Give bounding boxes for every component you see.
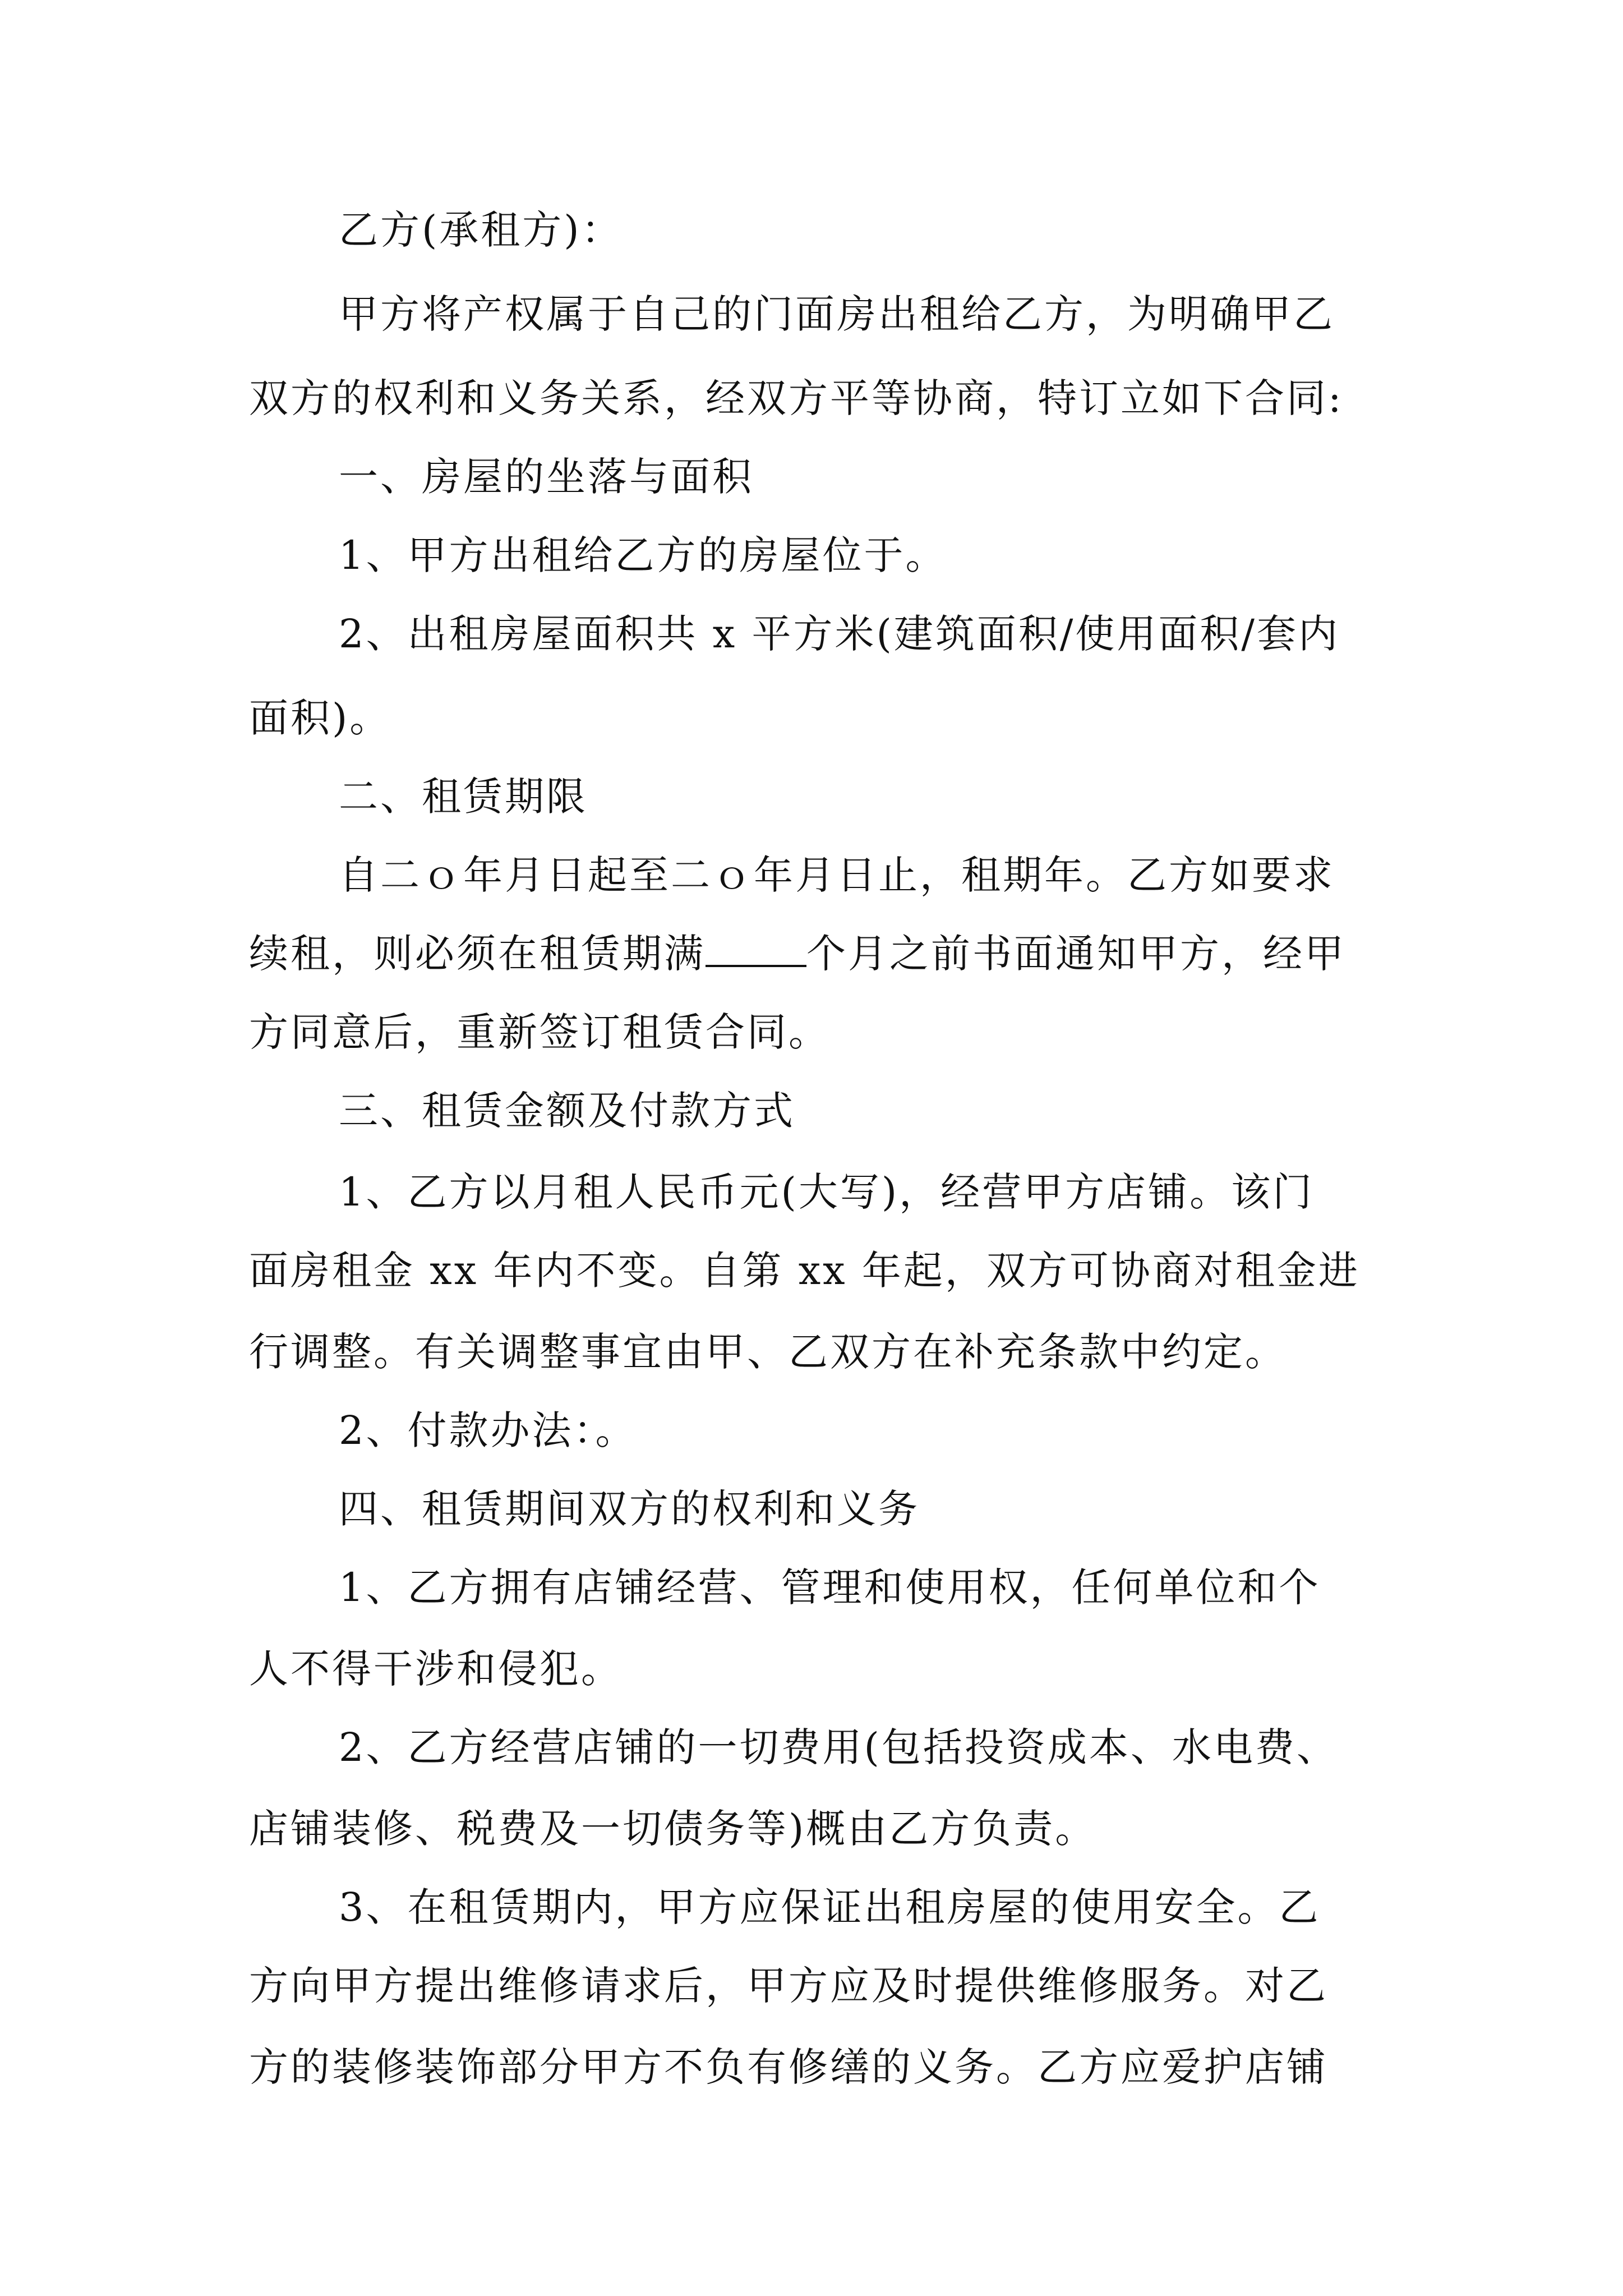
section-3-heading: 三、租赁金额及付款方式	[339, 1088, 795, 1134]
section-1-heading: 一、房屋的坐落与面积	[339, 454, 754, 500]
section-2-heading: 二、租赁期限	[339, 774, 588, 820]
preamble-line-1: 甲方将产权属于自己的门面房出租给乙方，为明确甲乙	[339, 291, 1335, 337]
lease-term-text-b: 个月之前书面通知甲方，经甲	[806, 931, 1346, 977]
clause-4-3-line-3: 方的装修装饰部分甲方不负有修缮的义务。乙方应爱护店铺	[249, 2044, 1328, 2090]
clause-4-2-line-1: 2、乙方经营店铺的一切费用(包括投资成本、水电费、	[339, 1724, 1338, 1770]
clause-4-3-line-2: 方向甲方提出维修请求后，甲方应及时提供维修服务。对乙	[249, 1963, 1328, 2009]
section-4-heading: 四、租赁期间双方的权利和义务	[339, 1486, 920, 1532]
clause-3-1-line-1: 1、乙方以月租人民币元(大写)，经营甲方店铺。该门	[339, 1169, 1315, 1215]
clause-3-1-line-3: 行调整。有关调整事宜由甲、乙双方在补充条款中约定。	[249, 1329, 1287, 1375]
clause-1-1: 1、甲方出租给乙方的房屋位于。	[339, 532, 947, 578]
lease-term-line-2	[249, 926, 1346, 982]
lease-term-line-3: 方同意后，重新签订租赁合同。	[249, 1009, 830, 1055]
clause-1-2-line-2: 面积)。	[249, 695, 391, 741]
clause-4-1-line-2: 人不得干涉和侵犯。	[249, 1646, 623, 1692]
clause-4-1-line-1: 1、乙方拥有店铺经营、管理和使用权，任何单位和个	[339, 1565, 1321, 1611]
notice-months-blank	[706, 931, 806, 967]
lease-term-line-1: 自二ｏ年月日起至二ｏ年月日止，租期年。乙方如要求	[339, 852, 1335, 898]
preamble-line-2: 双方的权利和义务关系，经双方平等协商，特订立如下合同:	[249, 375, 1344, 421]
clause-3-2: 2、付款办法：。	[339, 1407, 637, 1453]
lease-term-text-a: 续租，则必须在租赁期满	[249, 931, 706, 977]
party-b-label: 乙方(承租方)：	[339, 207, 623, 253]
clause-4-3-line-1: 3、在租赁期内，甲方应保证出租房屋的使用安全。乙	[339, 1884, 1321, 1930]
clause-3-1-line-2: 面房租金 xx 年内不变。自第 xx 年起，双方可协商对租金进	[249, 1248, 1360, 1294]
clause-4-2-line-2: 店铺装修、税费及一切债务等)概由乙方负责。	[249, 1806, 1097, 1852]
clause-1-2-line-1: 2、出租房屋面积共 x 平方米(建筑面积/使用面积/套内	[339, 611, 1340, 657]
